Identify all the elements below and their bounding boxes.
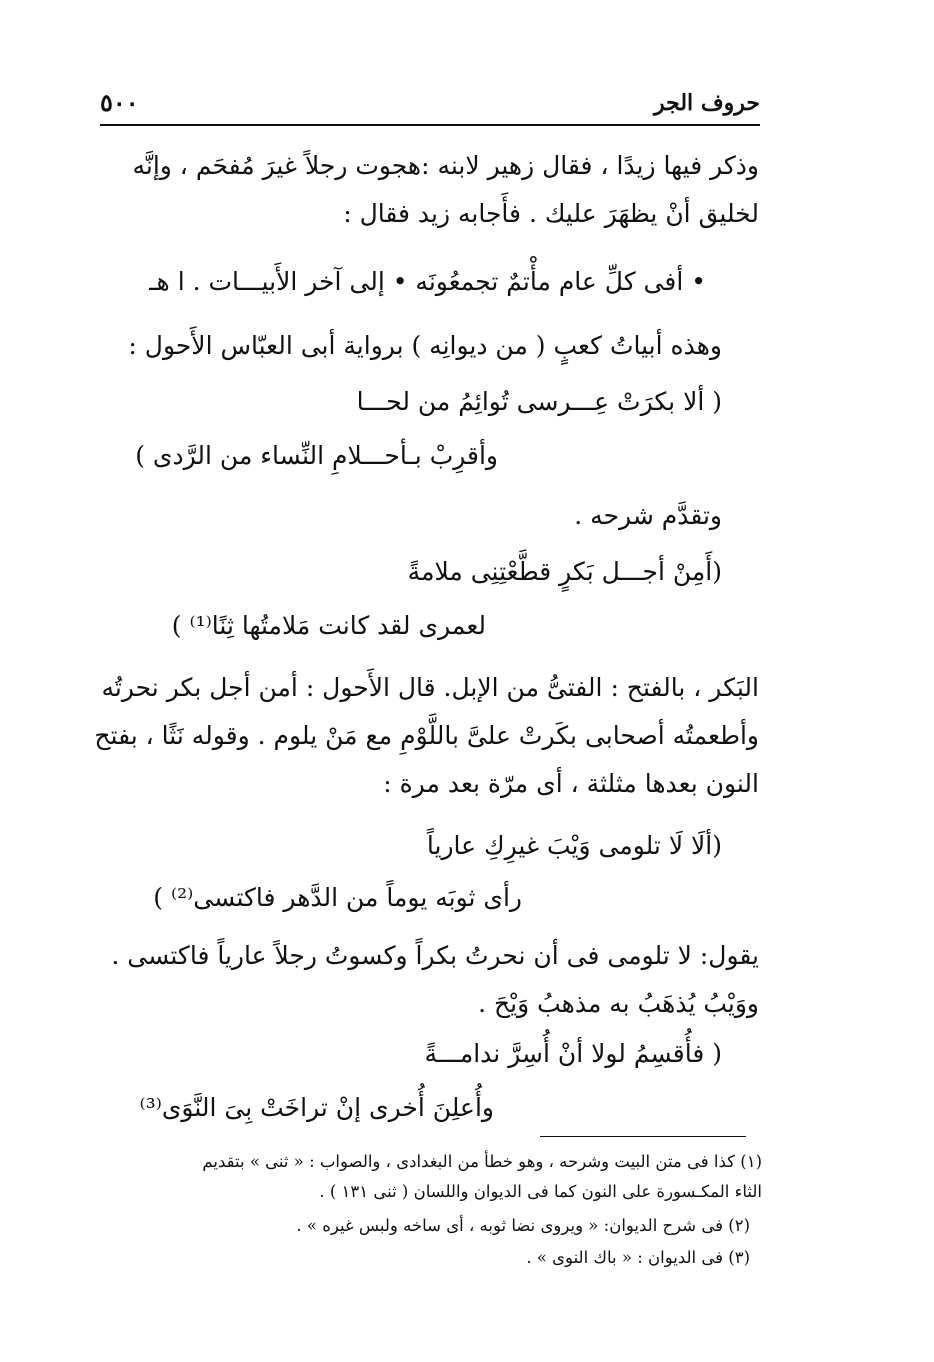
body-line-12: النون بعدها مثلثة ، أى مرّة بعد مرة :	[383, 769, 759, 798]
body-line-7: وتقدَّم شرحه .	[574, 501, 722, 530]
verse-line-13: (ألَا لَا تلومى وَيْبَ غيرِكِ عارياً	[426, 831, 722, 860]
footnote-3: (٣) فى الديوان : « باك النوى » .	[526, 1248, 750, 1267]
body-line-15: يقول: لا تلومى فى أن نحرتُ بكراً وكسوتُ رجلاً عارياً فاكتسى .	[111, 941, 759, 970]
verse-line-9: لعمرى لقد كانت مَلامتُها ثِنًا⁽¹⁾ )	[171, 611, 486, 640]
verse-line-6: وأقرِبْ بـأحـــلامِ النِّساء من الرَّدى )	[135, 441, 498, 470]
running-head: حروف الجر	[654, 90, 760, 116]
body-line-10: البَكر ، بالفتح : الفتىُّ من الإبل. قال الأَحول : أمن أجل بكر نحرتُه	[101, 673, 759, 702]
verse-line-8: (أَمِنْ أجـــل بَكرٍ قطَّعْتِنِى ملامةً	[407, 557, 722, 586]
page-header	[100, 88, 760, 122]
verse-line-5: ( ألا بكرَتْ عِـــرسى تُوائِمُ من لحـــا	[356, 387, 722, 416]
body-line-11: وأطعمتُه أصحابى بكَرتْ علىَّ باللَّوْمِ مع مَنْ يلوم . وقوله نَثًا ، بفتح	[94, 721, 759, 750]
verse-line-18: وأُعلِنَ أُخرى إنْ تراخَتْ بِىَ النَّوَى⁽³⁾	[139, 1093, 494, 1122]
body-line-2: لخليق أنْ يظهَرَ عليك . فأَجابه زيد فقال :	[343, 199, 759, 228]
footnote-1-line-2: الثاء المكـسورة على النون كما فى الديوان واللسان ( ثنى ١٣١ ) .	[319, 1182, 762, 1201]
verse-line-3: • أفى كلِّ عام مأْتمٌ تجمعُونَه • إلى آخر الأَبيـــات . ا هـ	[149, 267, 706, 296]
footnote-2: (٢) فى شرح الديوان: « ويروى نضا ثوبه ، أى ساخه ولبس غيره » .	[296, 1216, 750, 1235]
footnote-rule	[540, 1136, 746, 1137]
footnote-1-line-1: (١) كذا فى متن البيت وشرحه ، وهو خطأ من البغدادى ، والصواب : « ثنى » بتقديم	[202, 1152, 762, 1171]
verse-line-14: رأى ثوبَه يوماً من الدَّهر فاكتسى⁽²⁾ )	[153, 883, 522, 912]
body-line-16: ووَيْبُ يُذهَبُ به مذهبُ وَيْحَ .	[478, 989, 759, 1018]
body-line-4: وهذه أبياتُ كعبٍ ( من ديوانِه ) برواية أبى العبّاس الأَحول :	[128, 331, 722, 360]
verse-line-17: ( فأُقسِمُ لولا أنْ أُسِرَّ ندامـــةً	[424, 1039, 722, 1068]
header-rule	[100, 124, 760, 126]
page-number: ٥٠٠	[100, 88, 139, 117]
body-line-1: وذكر فيها زيدًا ، فقال زهير لابنه :هجوت رجلاً غيرَ مُفحَم ، وإنَّه	[132, 151, 759, 180]
